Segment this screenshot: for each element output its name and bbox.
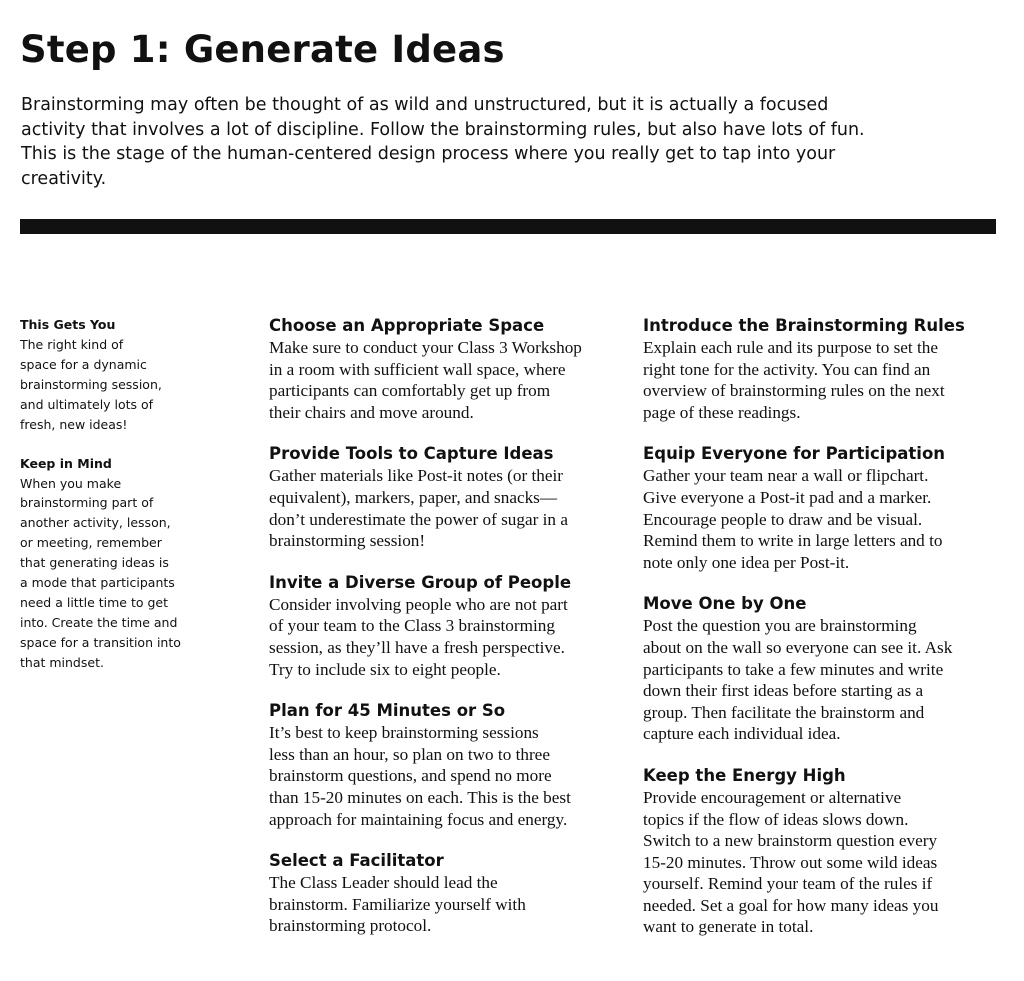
section-select-facilitator bbox=[269, 850, 631, 937]
sidebar-text bbox=[20, 335, 220, 435]
section-body bbox=[643, 787, 1005, 938]
body-line: less than an hour, so plan on two to three bbox=[269, 744, 550, 764]
body-line: Make sure to conduct your Class 3 Workshop bbox=[269, 338, 582, 357]
body-line: note only one idea per Post-it. bbox=[643, 552, 850, 572]
body-line: group. Then facilitate the brainstorm and bbox=[643, 702, 925, 722]
sidebar-line: or meeting, remember bbox=[20, 535, 162, 551]
sidebar-line: brainstorming part of bbox=[20, 495, 154, 511]
content-column-right bbox=[643, 315, 1005, 958]
body-line: topics if the flow of ideas slows down. bbox=[643, 809, 909, 829]
body-line: Remind them to write in large letters and to bbox=[643, 531, 943, 551]
section-title: Plan for 45 Minutes or So bbox=[269, 701, 506, 721]
body-line: Provide encouragement or alternative bbox=[643, 787, 902, 807]
section-move-one-by-one bbox=[643, 593, 1005, 745]
content-column-left bbox=[269, 315, 631, 957]
sidebar-line: that mindset. bbox=[20, 654, 104, 670]
intro-paragraph: Brainstorming may often be thought of as wild and unstructured, but it is actually a focused activity that involves a lot of discipline. Follow the brainstorming rules, but also have lots of fun. This is the stage of the human-centered design process where you really get to tap into your creativity. bbox=[21, 95, 865, 189]
sidebar-line: another activity, lesson, bbox=[20, 515, 171, 531]
sidebar-line: fresh, new ideas! bbox=[20, 416, 128, 432]
section-capture-tools bbox=[269, 443, 631, 551]
body-line: about on the wall so everyone can see it. Ask bbox=[643, 637, 953, 657]
body-line: Post the question you are brainstorming bbox=[643, 616, 917, 636]
body-line: approach for maintaining focus and energy. bbox=[269, 809, 568, 829]
section-title: Equip Everyone for Participation bbox=[643, 444, 946, 464]
body-line: It’s best to keep brainstorming sessions bbox=[269, 723, 539, 743]
body-line: want to generate in total. bbox=[643, 917, 814, 937]
section-title: Select a Facilitator bbox=[269, 851, 444, 871]
body-line: Give everyone a Post-it pad and a marker. bbox=[643, 487, 932, 507]
section-title: Keep the Energy High bbox=[643, 765, 846, 785]
body-line: brainstorm. Familiarize yourself with bbox=[269, 894, 526, 914]
body-line: their chairs and move around. bbox=[269, 402, 474, 422]
section-body bbox=[269, 337, 631, 423]
section-body bbox=[643, 465, 1005, 573]
sidebar-text bbox=[20, 474, 220, 673]
body-line: than 15-20 minutes on each. This is the best bbox=[269, 787, 571, 807]
body-line: of your team to the Class 3 brainstorming bbox=[269, 616, 555, 636]
section-brainstorming-rules bbox=[643, 315, 1005, 423]
body-line: session, as they’ll have a fresh perspective. bbox=[269, 637, 565, 657]
body-line: don’t underestimate the power of sugar in a bbox=[269, 509, 568, 529]
section-title: Choose an Appropriate Space bbox=[269, 316, 545, 335]
sidebar-line: space for a dynamic bbox=[20, 356, 147, 372]
body-line: Try to include six to eight people. bbox=[269, 659, 501, 679]
body-line: 15-20 minutes. Throw out some wild ideas bbox=[643, 852, 938, 872]
sidebar-heading: This Gets You bbox=[20, 317, 116, 332]
sidebar-line: The right kind of bbox=[20, 337, 124, 352]
section-divider bbox=[20, 219, 996, 234]
body-line: brainstorming session! bbox=[269, 531, 426, 551]
body-line: Gather materials like Post-it notes (or their bbox=[269, 466, 564, 486]
sidebar-line: that generating ideas is bbox=[20, 555, 169, 571]
sidebar bbox=[20, 315, 220, 692]
section-energy-high bbox=[643, 765, 1005, 938]
sidebar-line: and ultimately lots of bbox=[20, 396, 154, 412]
section-body bbox=[269, 594, 631, 680]
section-title: Move One by One bbox=[643, 594, 807, 614]
section-title: Provide Tools to Capture Ideas bbox=[269, 444, 554, 464]
sidebar-line: space for a transition into bbox=[20, 634, 181, 650]
section-plan-45-minutes bbox=[269, 700, 631, 830]
body-line: equivalent), markers, paper, and snacks— bbox=[269, 487, 558, 507]
section-title: Invite a Diverse Group of People bbox=[269, 572, 572, 592]
page-title: Step 1: Generate Ideas bbox=[20, 28, 505, 71]
body-line: participants to take a few minutes and write bbox=[643, 659, 944, 679]
body-line: down their first ideas before starting as a bbox=[643, 681, 924, 701]
body-line: overview of brainstorming rules on the next bbox=[643, 381, 945, 401]
body-line: brainstorm questions, and spend no more bbox=[269, 766, 552, 786]
section-diverse-group bbox=[269, 572, 631, 680]
section-title: Introduce the Brainstorming Rules bbox=[643, 316, 965, 335]
body-line: Switch to a new brainstorm question every bbox=[643, 831, 938, 851]
sidebar-block-keep-in-mind bbox=[20, 454, 220, 673]
body-line: brainstorming protocol. bbox=[269, 916, 432, 936]
body-line: Consider involving people who are not part bbox=[269, 594, 568, 614]
body-line: right tone for the activity. You can find an bbox=[643, 359, 931, 379]
sidebar-block-gets-you bbox=[20, 315, 220, 435]
section-equip-everyone bbox=[643, 443, 1005, 573]
section-body bbox=[269, 465, 631, 551]
body-line: The Class Leader should lead the bbox=[269, 873, 498, 893]
sidebar-heading: Keep in Mind bbox=[20, 455, 112, 471]
section-body bbox=[643, 337, 1005, 423]
body-line: Gather your team near a wall or flipchart. bbox=[643, 466, 929, 486]
section-body bbox=[269, 722, 631, 830]
body-line: page of these readings. bbox=[643, 402, 801, 422]
sidebar-line: need a little time to get bbox=[20, 594, 168, 610]
body-line: Explain each rule and its purpose to set the bbox=[643, 338, 938, 357]
sidebar-line: into. Create the time and bbox=[20, 614, 178, 630]
section-body bbox=[643, 615, 1005, 745]
sidebar-line: a mode that participants bbox=[20, 575, 175, 591]
section-body bbox=[269, 872, 631, 937]
body-line: capture each individual idea. bbox=[643, 724, 841, 744]
body-line: yourself. Remind your team of the rules if bbox=[643, 874, 933, 894]
body-line: participants can comfortably get up from bbox=[269, 381, 551, 401]
body-line: needed. Set a goal for how many ideas you bbox=[643, 895, 939, 915]
section-appropriate-space bbox=[269, 315, 631, 423]
body-line: Encourage people to draw and be visual. bbox=[643, 509, 923, 529]
sidebar-line: When you make bbox=[20, 475, 122, 491]
sidebar-line: brainstorming session, bbox=[20, 376, 162, 392]
body-line: in a room with sufficient wall space, where bbox=[269, 359, 566, 379]
